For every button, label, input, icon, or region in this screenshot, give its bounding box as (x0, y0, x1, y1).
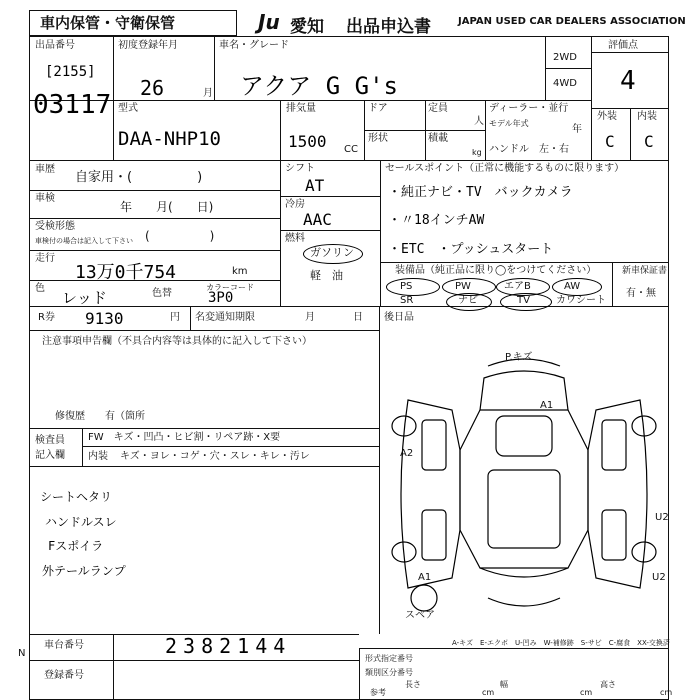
load-unit: kg (472, 148, 482, 157)
model-year-label: モデル年式 (489, 119, 529, 128)
displacement-label: 排気量 (286, 103, 316, 114)
length-label: 長さ (405, 680, 421, 689)
color-code: 3P0 (208, 290, 234, 306)
circle-tv (500, 293, 552, 311)
history-value: 自家用・( ) (75, 170, 203, 185)
selling-point-2: ・〃18インチAW (388, 213, 485, 228)
equip-airbag: エアB (504, 281, 531, 292)
door-label: ドア (368, 103, 388, 114)
drive-4wd: 4WD (553, 78, 577, 89)
handle-label: ハンドル 左・右 (489, 144, 569, 155)
inspector-interior-label: 内装 (88, 451, 108, 462)
load-label: 積載 (428, 133, 448, 144)
rating-label: 評価点 (608, 40, 638, 51)
capacity-label: 定員 (428, 103, 448, 114)
mark-u2-right: U2 (655, 512, 669, 523)
displacement-value: 1500 (288, 132, 327, 151)
ac-label: 冷房 (285, 199, 305, 210)
selling-point-1: ・純正ナビ・TV バックカメラ (388, 185, 573, 200)
selling-points-label: セールスポイント（正常に機能するものに限ります） (385, 163, 625, 174)
inspector-fw-row: FW キズ・凹凸・ヒビ割・リペア跡・X要 (88, 432, 281, 443)
circle-ps (386, 278, 440, 296)
shift-value: AT (305, 176, 325, 195)
year-unit: 年 (572, 124, 582, 135)
interior-grade: C (644, 132, 654, 151)
equip-navi: ナビ (458, 295, 478, 306)
dealer-label: ディーラー・並行 (489, 103, 569, 114)
inspector-field-label: 記入欄 (35, 450, 65, 461)
exterior-label: 外装 (597, 111, 617, 122)
r-ticket-label: R券 (38, 312, 55, 323)
chassis-value: 2382144 (165, 634, 292, 658)
color-code-label: カラーコード (206, 283, 254, 292)
receipt-value: ( ) (145, 229, 215, 243)
warranty-value: 有・無 (626, 288, 656, 299)
first-reg-month: 月 (203, 88, 213, 99)
width-unit: cm (580, 688, 593, 697)
rear-goods-label: 後日品 (384, 312, 414, 323)
equip-sr: SR (400, 295, 414, 306)
repair-history: 修復歴 有（箇所 (55, 411, 145, 422)
ac-value: AAC (303, 210, 332, 229)
notice-day: 日 (353, 312, 363, 323)
car-name-value: アクア G G's (240, 72, 398, 100)
storage-title: 車内保管・守衛保管 (40, 14, 176, 32)
mark-front: P.キズ (505, 352, 533, 363)
shape-label: 形状 (368, 133, 388, 144)
ju-logo: Ju (258, 10, 280, 34)
chassis-label: 車台番号 (44, 640, 84, 651)
form-title: 出品申込書 (346, 17, 431, 37)
equip-pw: PW (455, 281, 471, 292)
damage-legend: A-キズ E-エクボ U-凹み W-補修跡 S-サビ C-腐食 XX-交換済 (452, 639, 670, 647)
inspection-label: 車検 (35, 193, 55, 204)
form-spec-label: 形式指定番号 (365, 654, 413, 663)
first-reg-label: 初度登録年月 (118, 40, 178, 51)
reg-label: 登録番号 (44, 670, 84, 681)
notice-label: 名変通知期限 (195, 312, 255, 323)
org-name-en: JAPAN USED CAR DEALERS ASSOCIATION (458, 16, 686, 27)
length-unit: cm (482, 688, 495, 697)
height-label: 高さ (600, 680, 616, 689)
selling-point-3: ・ETC ・プッシュスタート (388, 242, 554, 257)
class-spec-label: 類別区分番号 (365, 668, 413, 677)
color-value: レッド (62, 289, 107, 307)
fuel-diesel: 軽 油 (310, 269, 343, 282)
r-ticket-value: 9130 (85, 309, 124, 328)
notice-month: 月 (305, 312, 315, 323)
receipt-label: 受検形態 (35, 221, 75, 232)
notes-label: 注意事項申告欄（不具合内容等は具体的に記入して下さい） (42, 336, 312, 347)
interior-label: 内装 (637, 111, 657, 122)
color-change-label: 色替 (152, 288, 172, 299)
inspector-note-4: 外テールランプ (42, 564, 126, 578)
mileage-value: 13万0千754 (75, 262, 177, 283)
width-label: 幅 (500, 680, 508, 689)
height-unit: cm (660, 688, 673, 697)
ref-label: 参考 (370, 688, 386, 697)
inspector-note-1: シートヘタリ (40, 490, 113, 504)
equip-aw: AW (564, 281, 581, 292)
circle-aw (552, 278, 602, 296)
equip-ps: PS (400, 281, 413, 292)
equipment-label: 装備品（純正品に限り◯をつけてください） (395, 265, 597, 276)
color-label: 色 (35, 283, 45, 294)
car-name-label: 車名・グレード (219, 40, 289, 51)
margin-n-mark: N (18, 648, 26, 659)
exterior-grade: C (605, 132, 615, 151)
shift-label: シフト (285, 163, 315, 174)
inspector-note-2: ハンドルスレ (45, 515, 117, 529)
mileage-label: 走行 (35, 253, 55, 264)
displacement-unit: CC (344, 144, 358, 155)
first-reg-value: 26 (140, 76, 165, 100)
equip-tv: TV (517, 295, 530, 306)
mark-a2: A2 (400, 448, 414, 459)
rating-value: 4 (620, 66, 636, 96)
lot-label: 出品番号 (35, 40, 75, 51)
inspection-value: 年 月( 日) (120, 200, 214, 214)
drive-2wd: 2WD (553, 52, 577, 63)
model-label: 型式 (118, 103, 138, 114)
mark-a1-top: A1 (540, 400, 554, 411)
inspector-interior-row: キズ・ヨレ・コゲ・穴・スレ・キレ・汚レ (120, 451, 310, 462)
model-value: DAA-NHP10 (118, 128, 221, 150)
receipt-note: 車検付の場合は記入して下さい (35, 237, 133, 245)
spare-label: スペア (405, 610, 435, 621)
circle-navi (446, 293, 492, 311)
equip-seat: カワシート (556, 295, 606, 306)
history-label: 車歴 (35, 164, 55, 175)
capacity-unit: 人 (474, 116, 484, 127)
car-diagram (380, 330, 668, 632)
lot-bracket: [2155] (45, 64, 96, 80)
lot-number: 03117 (33, 90, 112, 120)
mileage-unit: km (232, 266, 248, 277)
mark-u2-rear: U2 (652, 572, 666, 583)
r-ticket-unit: 円 (170, 312, 180, 323)
fuel-gasoline: ガソリン (310, 246, 354, 259)
inspector-note-3: Fスポイラ (48, 539, 104, 553)
mark-a1-left: A1 (418, 572, 432, 583)
org-name: 愛知 (290, 17, 324, 37)
warranty-label: 新車保証書 (622, 266, 668, 276)
fuel-label: 燃料 (285, 233, 305, 244)
inspector-label: 検査員 (35, 435, 65, 446)
